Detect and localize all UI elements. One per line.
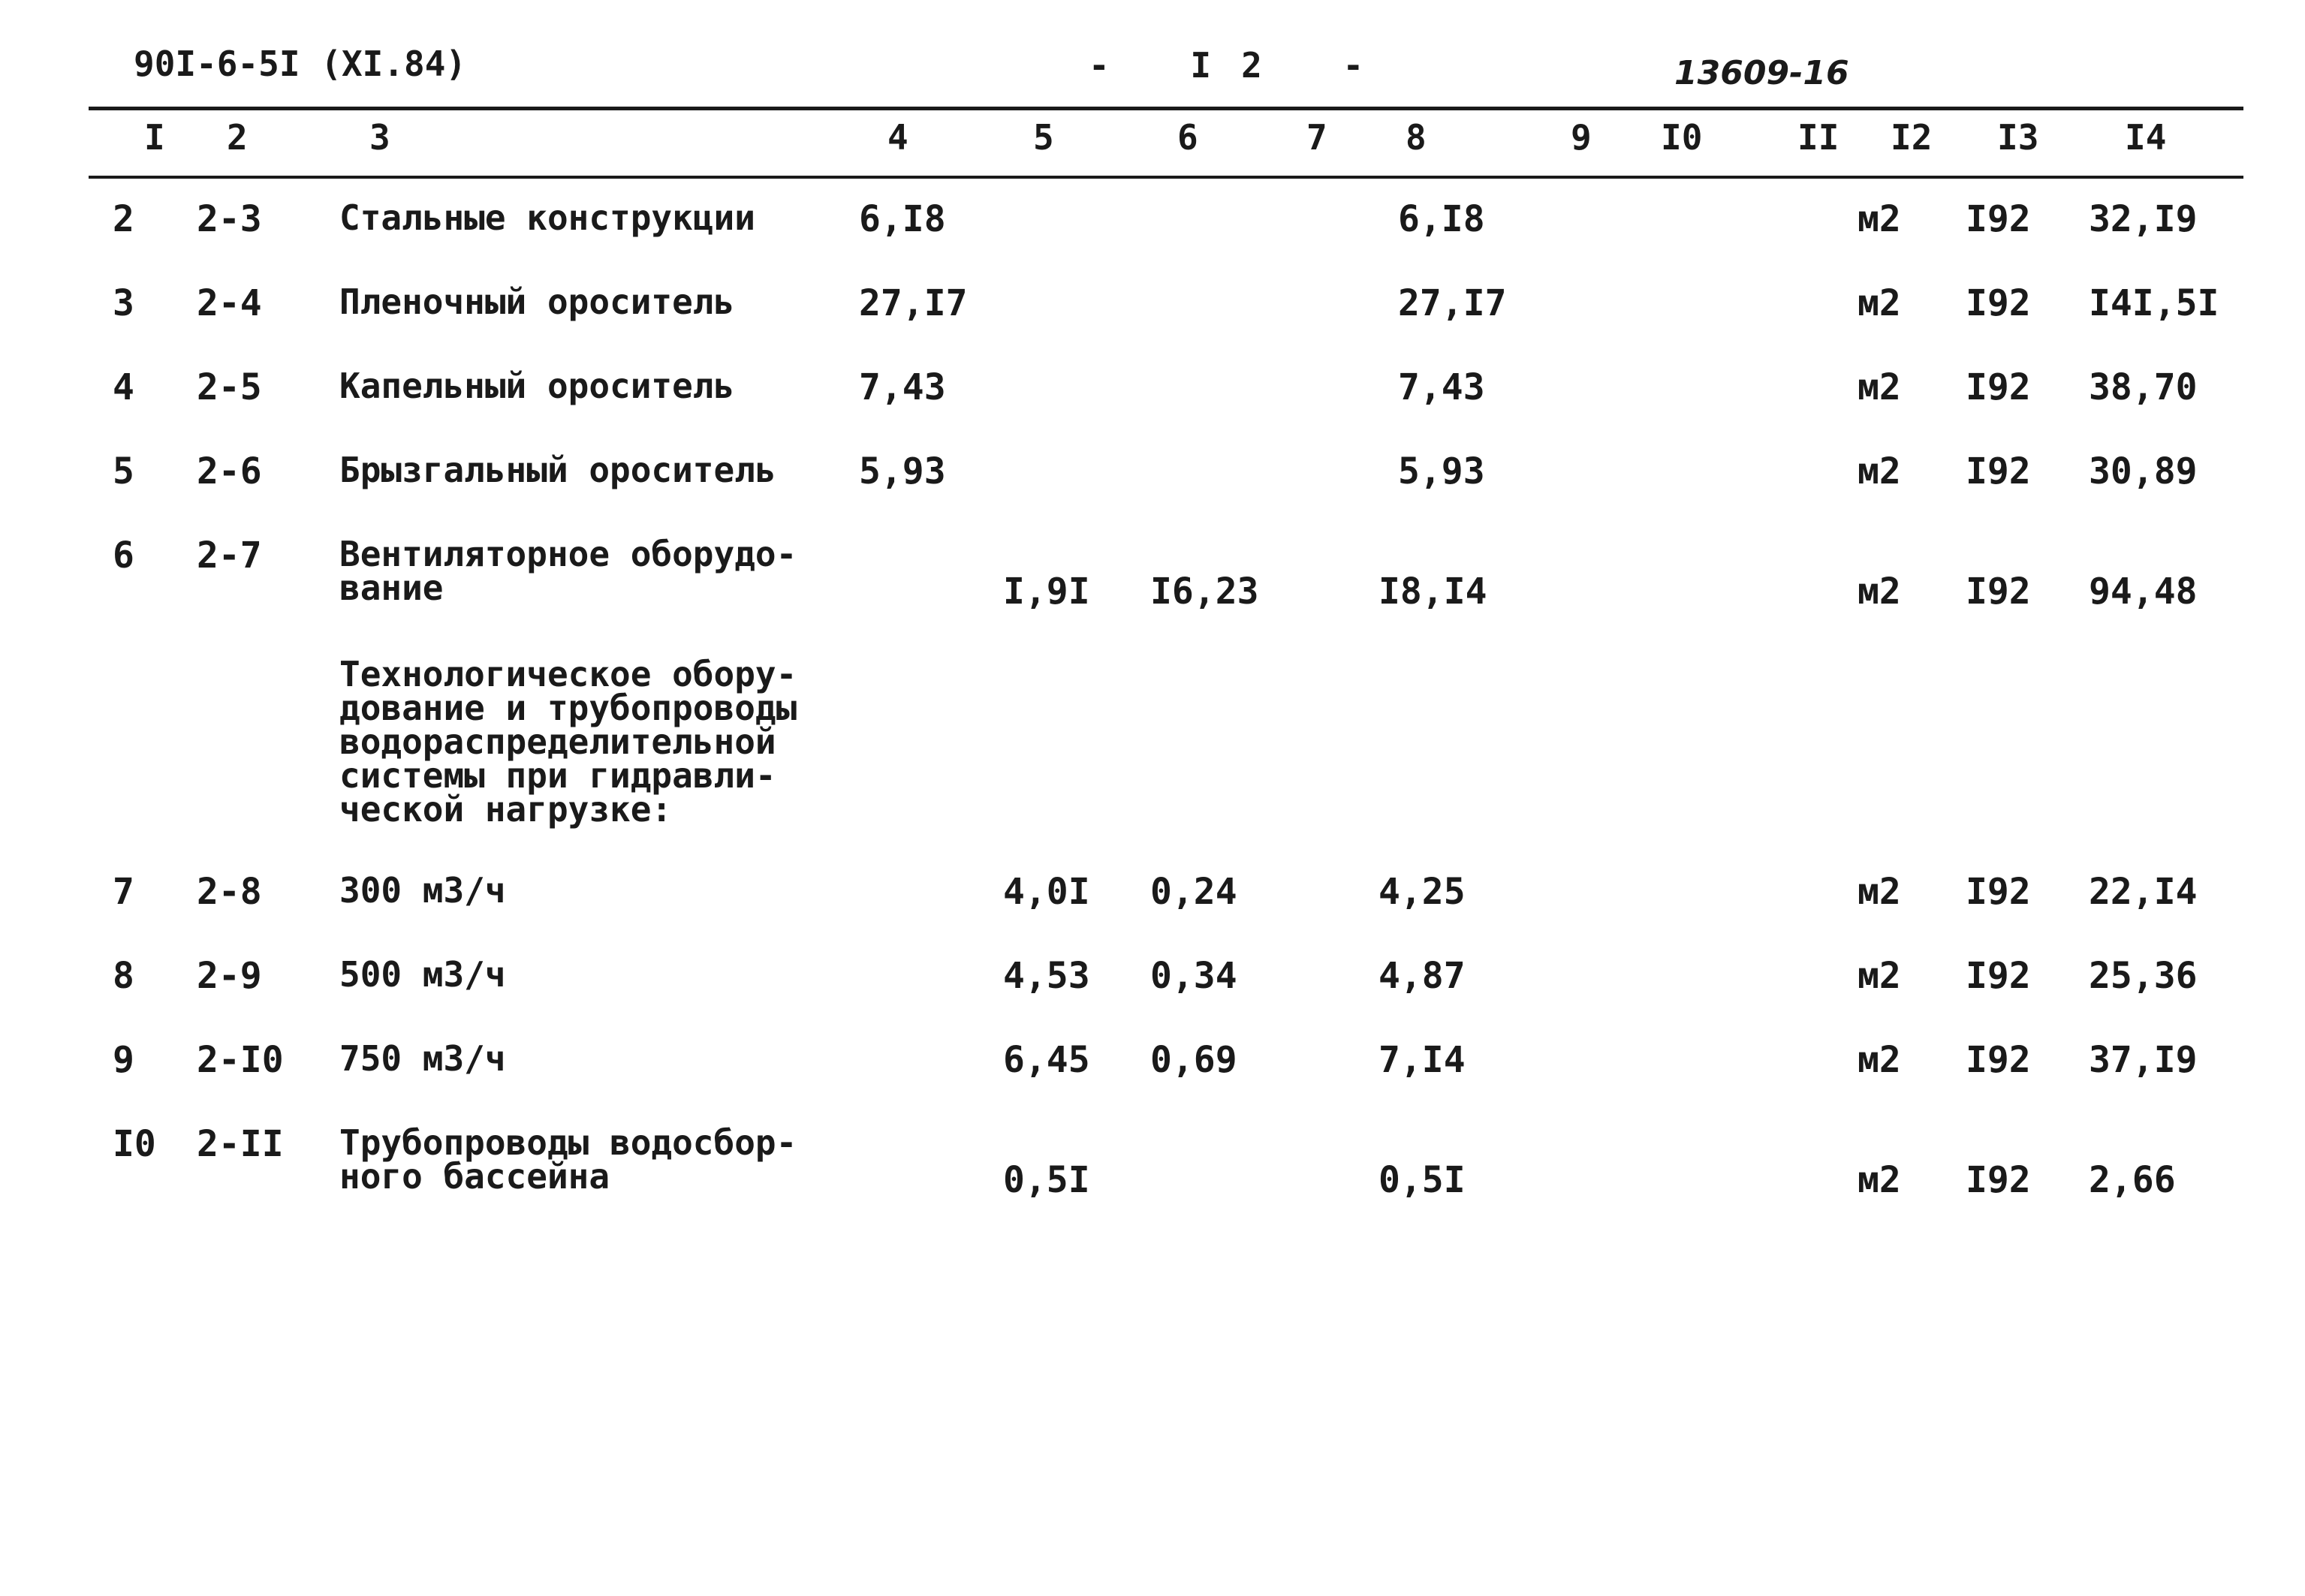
col14-value: 25,36 xyxy=(2089,955,2198,997)
item-name: Вентиляторное оборудо- вание xyxy=(339,534,797,609)
unit: м2 xyxy=(1858,871,1901,913)
item-name: 750 м3/ч xyxy=(339,1038,506,1079)
column-header: I3 xyxy=(1997,117,2039,158)
column-header: I xyxy=(144,117,165,158)
position-code: 2-3 xyxy=(197,198,262,240)
col13-value: I92 xyxy=(1966,366,2031,408)
column-header: I0 xyxy=(1661,117,1703,158)
col8-value: 0,5I xyxy=(1378,1159,1466,1201)
item-name: Трубопроводы водосбор- ного бассейна xyxy=(339,1122,797,1197)
col14-value: 30,89 xyxy=(2089,450,2198,492)
col5-value: 6,45 xyxy=(1003,1039,1090,1081)
position-code: 2-I0 xyxy=(197,1039,284,1081)
col5-value: 4,53 xyxy=(1003,955,1090,997)
col14-value: 37,I9 xyxy=(2089,1039,2198,1081)
row-number: 9 xyxy=(113,1039,134,1081)
col14-value: 32,I9 xyxy=(2089,198,2198,240)
col8-value: 7,I4 xyxy=(1378,1039,1466,1081)
col5-value: I,9I xyxy=(1003,571,1090,613)
col8-value: 5,93 xyxy=(1398,450,1485,492)
col8-value: 4,25 xyxy=(1378,871,1466,913)
col4-value: 5,93 xyxy=(859,450,946,492)
column-header: 9 xyxy=(1571,117,1592,158)
item-name: Капельный ороситель xyxy=(339,366,735,406)
col8-value: 7,43 xyxy=(1398,366,1485,408)
col4-value: 27,I7 xyxy=(859,282,968,324)
position-code: 2-6 xyxy=(197,450,262,492)
col8-value: I8,I4 xyxy=(1378,571,1487,613)
column-header: I4 xyxy=(2125,117,2167,158)
col8-value: 27,I7 xyxy=(1398,282,1507,324)
col4-value: 6,I8 xyxy=(859,198,946,240)
row-number: 6 xyxy=(113,535,134,577)
col14-value: 22,I4 xyxy=(2089,871,2198,913)
column-header: 5 xyxy=(1033,117,1054,158)
unit: м2 xyxy=(1858,955,1901,997)
column-header: 2 xyxy=(227,117,248,158)
column-header: 8 xyxy=(1406,117,1427,158)
col13-value: I92 xyxy=(1966,282,2031,324)
unit: м2 xyxy=(1858,1039,1901,1081)
unit: м2 xyxy=(1858,571,1901,613)
unit: м2 xyxy=(1858,198,1901,240)
position-code: 2-7 xyxy=(197,535,262,577)
col13-value: I92 xyxy=(1966,1159,2031,1201)
col13-value: I92 xyxy=(1966,571,2031,613)
item-name: Брызгальный ороситель xyxy=(339,450,776,490)
col4-value: 7,43 xyxy=(859,366,946,408)
col13-value: I92 xyxy=(1966,871,2031,913)
column-header: 4 xyxy=(887,117,908,158)
col6-value: 0,34 xyxy=(1150,955,1237,997)
column-header: 6 xyxy=(1177,117,1198,158)
item-name: Пленочный ороситель xyxy=(339,282,735,322)
position-code: 2-8 xyxy=(197,871,262,913)
col5-value: 0,5I xyxy=(1003,1159,1090,1201)
position-code: 2-9 xyxy=(197,955,262,997)
row-number: 8 xyxy=(113,955,134,997)
position-code: 2-II xyxy=(197,1123,284,1165)
unit: м2 xyxy=(1858,450,1901,492)
header-rule xyxy=(89,176,2243,179)
unit: м2 xyxy=(1858,366,1901,408)
row-number: 3 xyxy=(113,282,134,324)
column-header: 7 xyxy=(1306,117,1327,158)
column-header: I2 xyxy=(1891,117,1933,158)
top-rule xyxy=(89,107,2243,110)
col13-value: I92 xyxy=(1966,955,2031,997)
col6-value: I6,23 xyxy=(1150,571,1259,613)
document-code: 90I-6-5I (XI.84) xyxy=(134,44,467,84)
col6-value: 0,24 xyxy=(1150,871,1237,913)
col13-value: I92 xyxy=(1966,450,2031,492)
group-heading: Технологическое обору- дование и трубопроводы водораспределительной системы при гидравли- ческой нагрузке: xyxy=(339,654,797,830)
column-header: 3 xyxy=(369,117,390,158)
col8-value: 4,87 xyxy=(1378,955,1466,997)
position-code: 2-5 xyxy=(197,366,262,408)
col6-value: 0,69 xyxy=(1150,1039,1237,1081)
page-number: - I2 - xyxy=(1089,45,1394,86)
unit: м2 xyxy=(1858,282,1901,324)
col13-value: I92 xyxy=(1966,1039,2031,1081)
row-number: 2 xyxy=(113,198,134,240)
unit: м2 xyxy=(1858,1159,1901,1201)
archive-number: 13609-16 xyxy=(1674,54,1849,92)
col13-value: I92 xyxy=(1966,198,2031,240)
col14-value: 2,66 xyxy=(2089,1159,2176,1201)
position-code: 2-4 xyxy=(197,282,262,324)
item-name: 500 м3/ч xyxy=(339,954,506,995)
row-number: 5 xyxy=(113,450,134,492)
item-name: Стальные конструкции xyxy=(339,197,755,238)
row-number: 4 xyxy=(113,366,134,408)
item-name: 300 м3/ч xyxy=(339,870,506,911)
row-number: 7 xyxy=(113,871,134,913)
col14-value: I4I,5I xyxy=(2089,282,2219,324)
col14-value: 38,70 xyxy=(2089,366,2198,408)
column-header: II xyxy=(1797,117,1839,158)
row-number: I0 xyxy=(113,1123,156,1165)
col14-value: 94,48 xyxy=(2089,571,2198,613)
col5-value: 4,0I xyxy=(1003,871,1090,913)
col8-value: 6,I8 xyxy=(1398,198,1485,240)
